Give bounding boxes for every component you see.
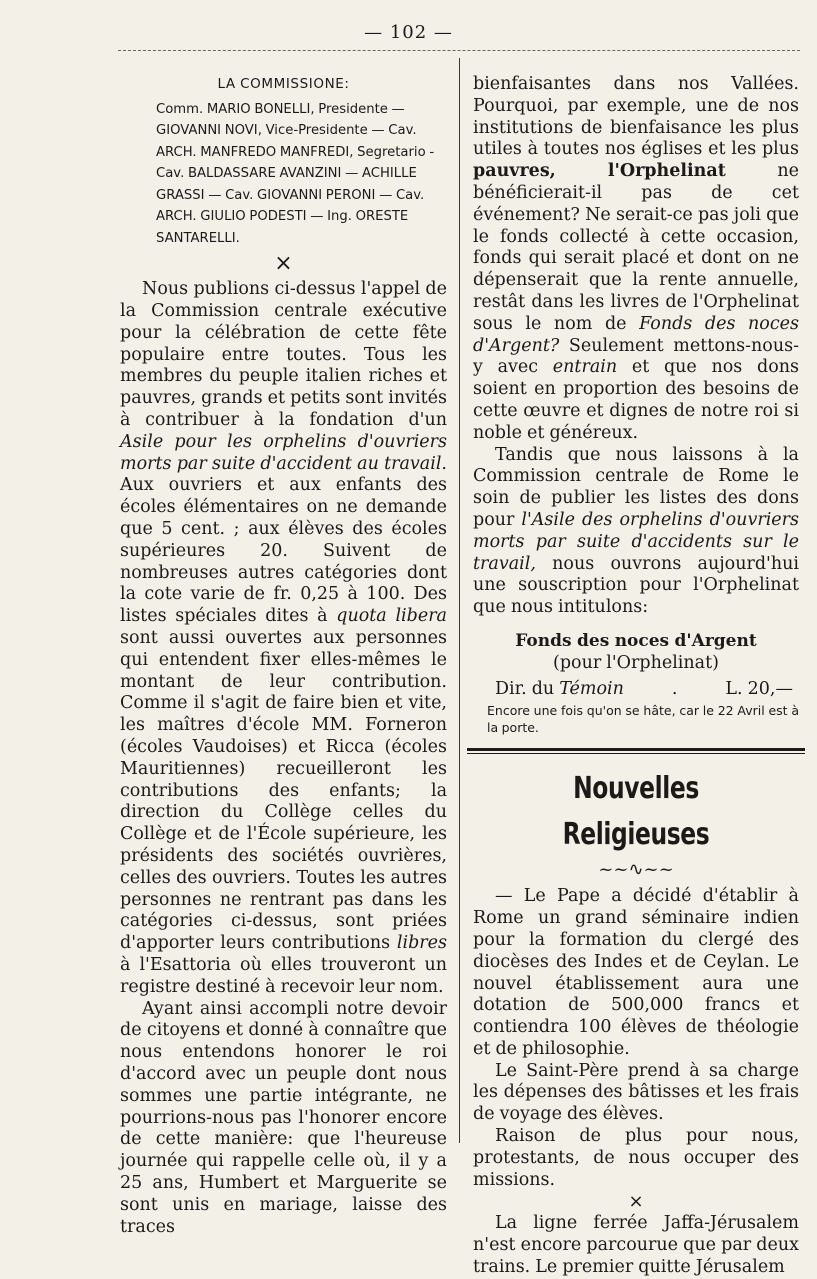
news-paragraph-4: La ligne ferrée Jaffa-Jérusalem n'est encore parcourue que par deux trains. Le premier quitte Jérusalem bbox=[473, 1213, 799, 1278]
news-paragraph-2: Le Saint-Père prend à sa charge les dépenses des bâtisses et les frais de voyage des élèves. bbox=[473, 1060, 799, 1125]
fund-entry bbox=[473, 675, 799, 701]
commission-heading: LA COMMISSIONE: bbox=[217, 76, 350, 92]
left-paragraph-2: Ayant ainsi accompli notre devoir de citoyens et donné à connaître que nous entendons honorer le roi d'accord avec un peuple dont nous sommes une partie intégrante, ne pourrions-nous pas l'honorer encore de cette manière: que l'heureuse journée qui rappelle celle où, il y a 25 ans, Humbert et Marguerite se sont unis en mariage, laisse des traces bbox=[120, 998, 447, 1237]
section-rule bbox=[467, 748, 805, 754]
column-divider bbox=[459, 58, 460, 1143]
page-number: — 102 — bbox=[364, 22, 453, 43]
section-heading: Nouvelles Religieuses bbox=[562, 771, 710, 853]
separator-cross: × bbox=[274, 251, 293, 277]
right-column bbox=[473, 74, 799, 1279]
separator-cross-right: × bbox=[628, 1191, 644, 1213]
fund-entry-name: Dir. du Témoin bbox=[495, 678, 624, 699]
fund-note: Encore une fois qu'on se hâte, car le 22 Avril est à la porte. bbox=[487, 703, 799, 736]
news-paragraph-1: — Le Pape a décidé d'établir à Rome un grand séminaire indien pour la formation du clergé des diocèses des Indes et de Ceylan. Le nouvel établissement aura une dotation de 500,000 francs et contiendra 100 élèves de théologie et de philosophie. bbox=[473, 886, 799, 1059]
left-paragraph-1: Nous publions ci-dessus l'appel de la Commission centrale exécutive pour la célébration de cette fête populaire entre toutes. Tous les membres du peuple italien riches et pauvres, grands et petits sont invités à contribuer à la fondation d'un Asile pour les orphelins d'ouvriers morts par suite d'accident au travail. Aux ouvriers et aux enfants des écoles élémentaires on ne demande que 5 cent. ; aux élèves des écoles supérieures 20. Suivent de nombreuses autres catégories dont la cote varie de fr. 0,25 à 100. Des listes spéciales dites à quota libera sont aussi ouvertes aux personnes qui entendent fixer elles-mêmes le montant de leur contribution. Comme il s'agit de faire bien et vite, les maîtres d'école MM. Forneron (écoles Vaudoises) et Ricca (écoles Mauritiennes) recueilleront les contributions des enfants; la direction du Collège celles du Collège et de l'École supérieure, les présidents des sociétés ouvrières, celles des ouvriers. Toutes les autres personnes ne rentrant pas dans les catégories ci-dessus, sont priées d'apporter leurs contributions libres à l'Esattoria où elles trouveront un registre destiné à recevoir leur nom. bbox=[120, 279, 447, 997]
right-paragraph-1: bienfaisantes dans nos Vallées. Pourquoi, par exemple, une de nos institutions de bienfaisance les plus utiles à toutes nos églises et les plus pauvres, l'Orphelinat ne bénéficierait-il pas de cet événement? Ne serait-ce pas joli que le fonds collecté à cette occasion, fonds qui serait placé et dont on ne dépenserait que la rente annuelle, restât dans les livres de l'Orphelinat sous le nom de Fonds des noces d'Argent? Seulement mettons-nous-y avec entrain et que nos dons soient en proportion des besoins de cette œuvre et dignes de notre roi si noble et généreux. bbox=[473, 74, 799, 443]
left-column bbox=[120, 74, 447, 1238]
fund-title: Fonds des noces d'Argent bbox=[515, 630, 757, 651]
fund-entry-amount: L. 20,— bbox=[725, 678, 793, 699]
fund-subtitle: (pour l'Orphelinat) bbox=[553, 652, 719, 673]
right-paragraph-2: Tandis que nous laissons à la Commission centrale de Rome le soin de publier les listes des dons pour l'Asile des orphelins d'ouvriers morts par suite d'accidents sur le travail, nous ouvrons aujourd'hui une souscription pour l'Orphelinat que nous intitulons: bbox=[473, 444, 800, 618]
fund-entry-dot: . bbox=[671, 678, 678, 699]
header-rule bbox=[118, 50, 800, 51]
commission-members: Comm. MARIO BONELLI, Presidente — GIOVANNI NOVI, Vice-Presidente — Cav. ARCH. MANFREDO MANFREDI, Segretario - Cav. BALDASSARE AVANZINI — ACHILLE GRASSI — Cav. GIOVANNI PERONI — Cav. ARCH. GIULIO PODESTI — Ing. ORESTE SANTARELLI. bbox=[156, 101, 435, 246]
news-paragraph-3: Raison de plus pour nous, protestants, de nous occuper des missions. bbox=[473, 1126, 799, 1190]
ornament-flourish: ~~∿~~ bbox=[598, 859, 674, 881]
